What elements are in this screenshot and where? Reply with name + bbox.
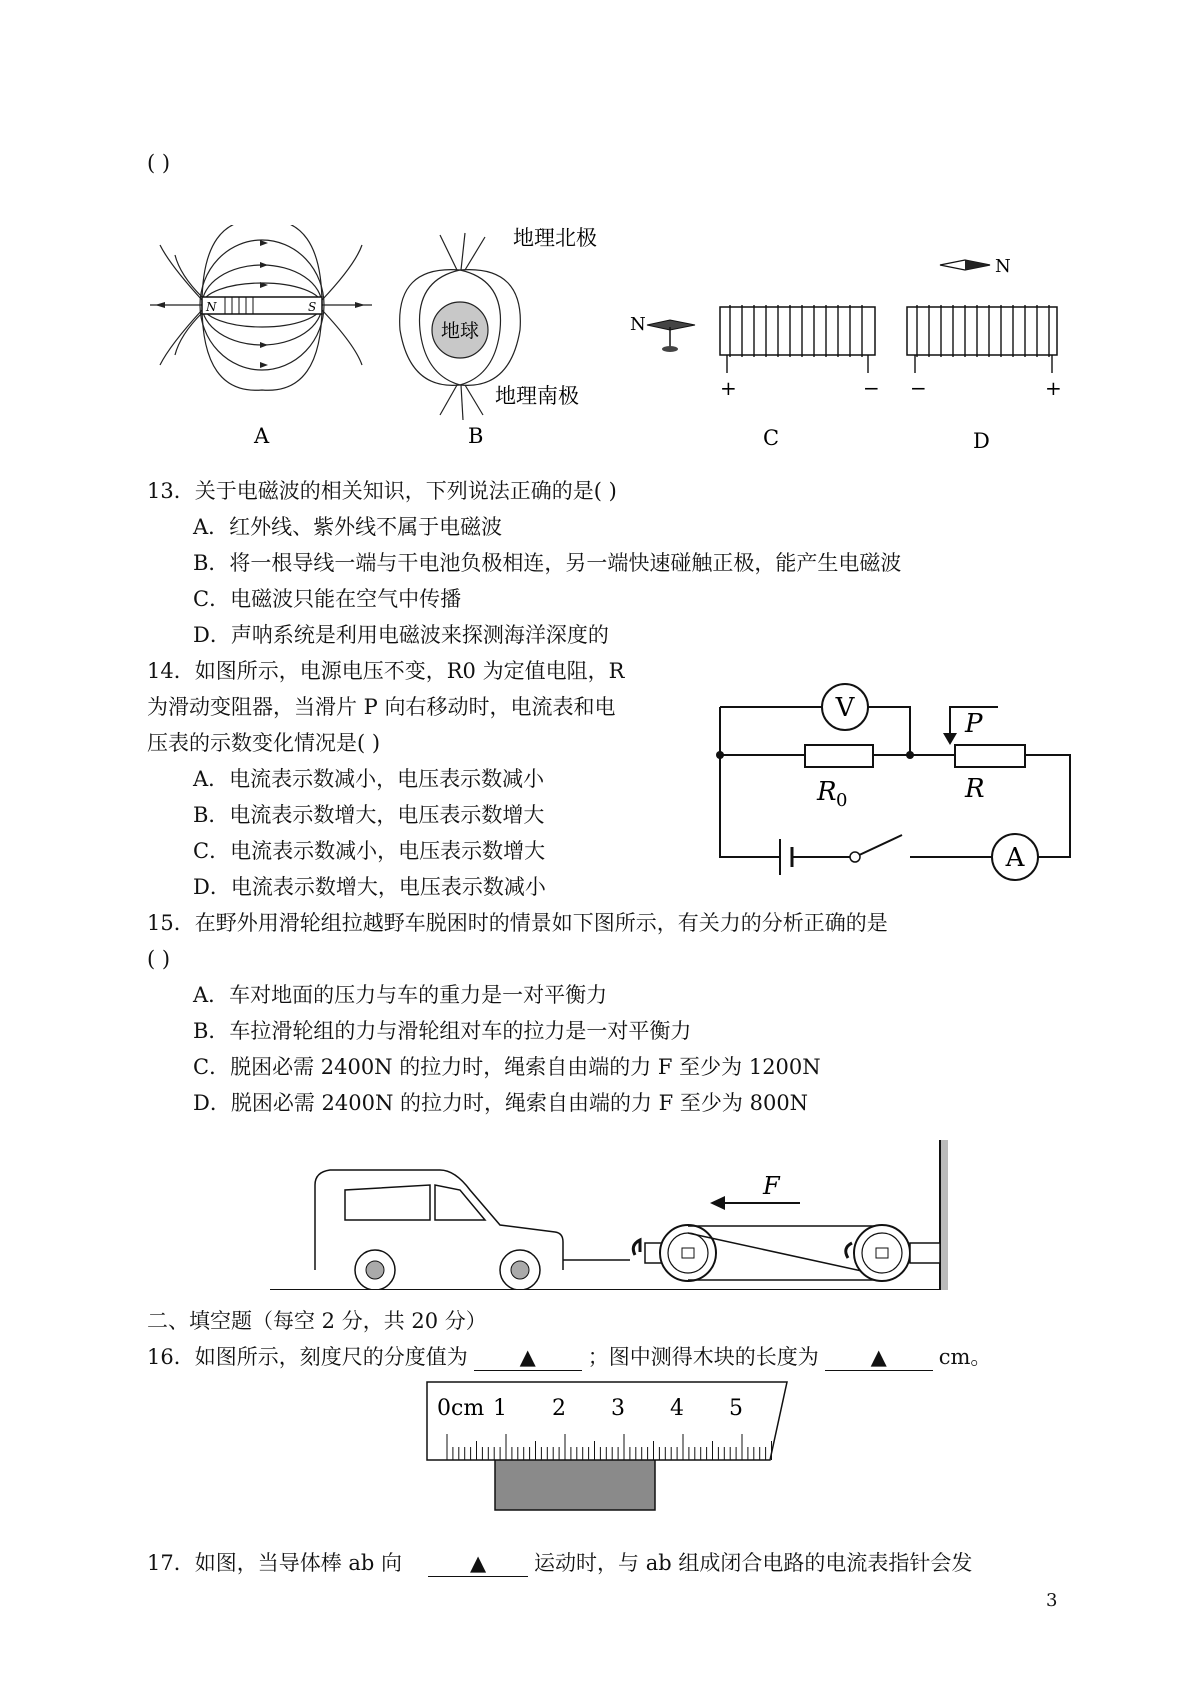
q14-option-c: C．电流表示数减小，电压表示数增大 bbox=[193, 839, 546, 863]
section-2-heading: 二、填空题（每空 2 分，共 20 分） bbox=[147, 1309, 487, 1333]
geographic-north-label: 地理北极 bbox=[513, 226, 597, 250]
q17-text bbox=[147, 1550, 972, 1577]
figure-c-plus: + bbox=[720, 376, 737, 400]
q13-option-a: A．红外线、紫外线不属于电磁波 bbox=[193, 515, 503, 539]
q15-option-d: D．脱困必需 2400N 的拉力时，绳索自由端的力 F 至少为 800N bbox=[193, 1091, 809, 1115]
r0-label: R bbox=[817, 777, 837, 807]
q15-pulley-car-figure bbox=[270, 1140, 960, 1290]
q15-option-c: C．脱困必需 2400N 的拉力时，绳索自由端的力 F 至少为 1200N bbox=[193, 1055, 821, 1079]
figure-c-needle-n: N bbox=[630, 314, 646, 335]
q14-option-b: B．电流表示数增大，电压表示数增大 bbox=[193, 803, 545, 827]
r0-subscript: 0 bbox=[836, 790, 848, 811]
q17-part-2: 运动时，与 ab 组成闭合电路的电流表指针会发 bbox=[534, 1551, 973, 1575]
figure-c-label: C bbox=[763, 426, 780, 450]
figure-a-pole-s: S bbox=[308, 300, 317, 314]
figure-d-label: D bbox=[973, 429, 990, 453]
figure-c-solenoid bbox=[625, 255, 885, 455]
earth-label: 地球 bbox=[440, 320, 480, 342]
q16-part-1: 16．如图所示，刻度尺的分度值为 bbox=[147, 1345, 468, 1369]
q15-answer-paren: ( ) bbox=[147, 947, 171, 971]
ruler-tick-4: 4 bbox=[670, 1396, 684, 1421]
q13-stem: 13．关于电磁波的相关知识，下列说法正确的是( ) bbox=[147, 479, 617, 503]
figure-b-earth-field bbox=[395, 225, 615, 455]
q16-blank-2[interactable]: ▲ bbox=[825, 1344, 933, 1371]
q13-option-b: B．将一根导线一端与干电池负极相连，另一端快速碰触正极，能产生电磁波 bbox=[193, 551, 902, 575]
voltmeter-label: V bbox=[835, 693, 855, 723]
geographic-south-label: 地理南极 bbox=[495, 384, 579, 408]
q13-option-d: D．声呐系统是利用电磁波来探测海洋深度的 bbox=[193, 623, 609, 647]
ruler-tick-3: 3 bbox=[611, 1396, 625, 1421]
ruler-tick-5: 5 bbox=[729, 1396, 743, 1421]
figure-d-minus: − bbox=[910, 376, 927, 400]
figure-a-label: A bbox=[254, 424, 270, 448]
ruler-tick-1: 1 bbox=[493, 1396, 507, 1421]
q14-option-d: D．电流表示数增大，电压表示数减小 bbox=[193, 875, 546, 899]
q16-text bbox=[147, 1344, 991, 1371]
q16-blank-1[interactable]: ▲ bbox=[474, 1344, 582, 1371]
ruler-zero-label: 0cm bbox=[437, 1396, 485, 1421]
q17-part-1: 17．如图，当导体棒 ab 向 bbox=[147, 1551, 403, 1575]
figure-c-minus: − bbox=[863, 376, 880, 400]
page-number: 3 bbox=[1046, 1590, 1058, 1611]
q14-stem-line-1: 14．如图所示，电源电压不变，R0 为定值电阻，R bbox=[147, 659, 625, 683]
figure-d-plus: + bbox=[1045, 376, 1062, 400]
figure-a-pole-n: N bbox=[206, 300, 217, 314]
slider-p-label: P bbox=[965, 709, 983, 739]
q16-part-2: ；图中测得木块的长度为 bbox=[587, 1345, 819, 1369]
q14-stem-line-3: 压表的示数变化情况是( ) bbox=[147, 731, 381, 755]
q13-option-c: C．电磁波只能在空气中传播 bbox=[193, 587, 462, 611]
figure-b-label: B bbox=[468, 424, 484, 448]
q12-answer-paren: ( ) bbox=[147, 151, 171, 175]
figure-a-bar-magnet bbox=[150, 225, 375, 455]
q14-stem-line-2: 为滑动变阻器，当滑片 P 向右移动时，电流表和电 bbox=[147, 695, 616, 719]
ammeter-label: A bbox=[1005, 843, 1025, 873]
q15-stem: 15．在野外用滑轮组拉越野车脱困时的情景如下图所示，有关力的分析正确的是 bbox=[147, 911, 888, 935]
q14-circuit-diagram bbox=[705, 675, 1085, 905]
figure-d-solenoid bbox=[895, 255, 1075, 455]
q15-option-b: B．车拉滑轮组的力与滑轮组对车的拉力是一对平衡力 bbox=[193, 1019, 692, 1043]
ruler-tick-2: 2 bbox=[552, 1396, 566, 1421]
q15-option-a: A．车对地面的压力与车的重力是一对平衡力 bbox=[193, 983, 608, 1007]
force-f-label: F bbox=[763, 1172, 780, 1200]
figure-d-needle-n: N bbox=[995, 256, 1011, 277]
q16-part-3: cm。 bbox=[938, 1345, 992, 1369]
q16-ruler-figure bbox=[425, 1380, 790, 1515]
q14-option-a: A．电流表示数减小，电压表示数减小 bbox=[193, 767, 545, 791]
q17-blank-1[interactable]: ▲ bbox=[428, 1550, 528, 1577]
r-label: R bbox=[965, 774, 985, 804]
